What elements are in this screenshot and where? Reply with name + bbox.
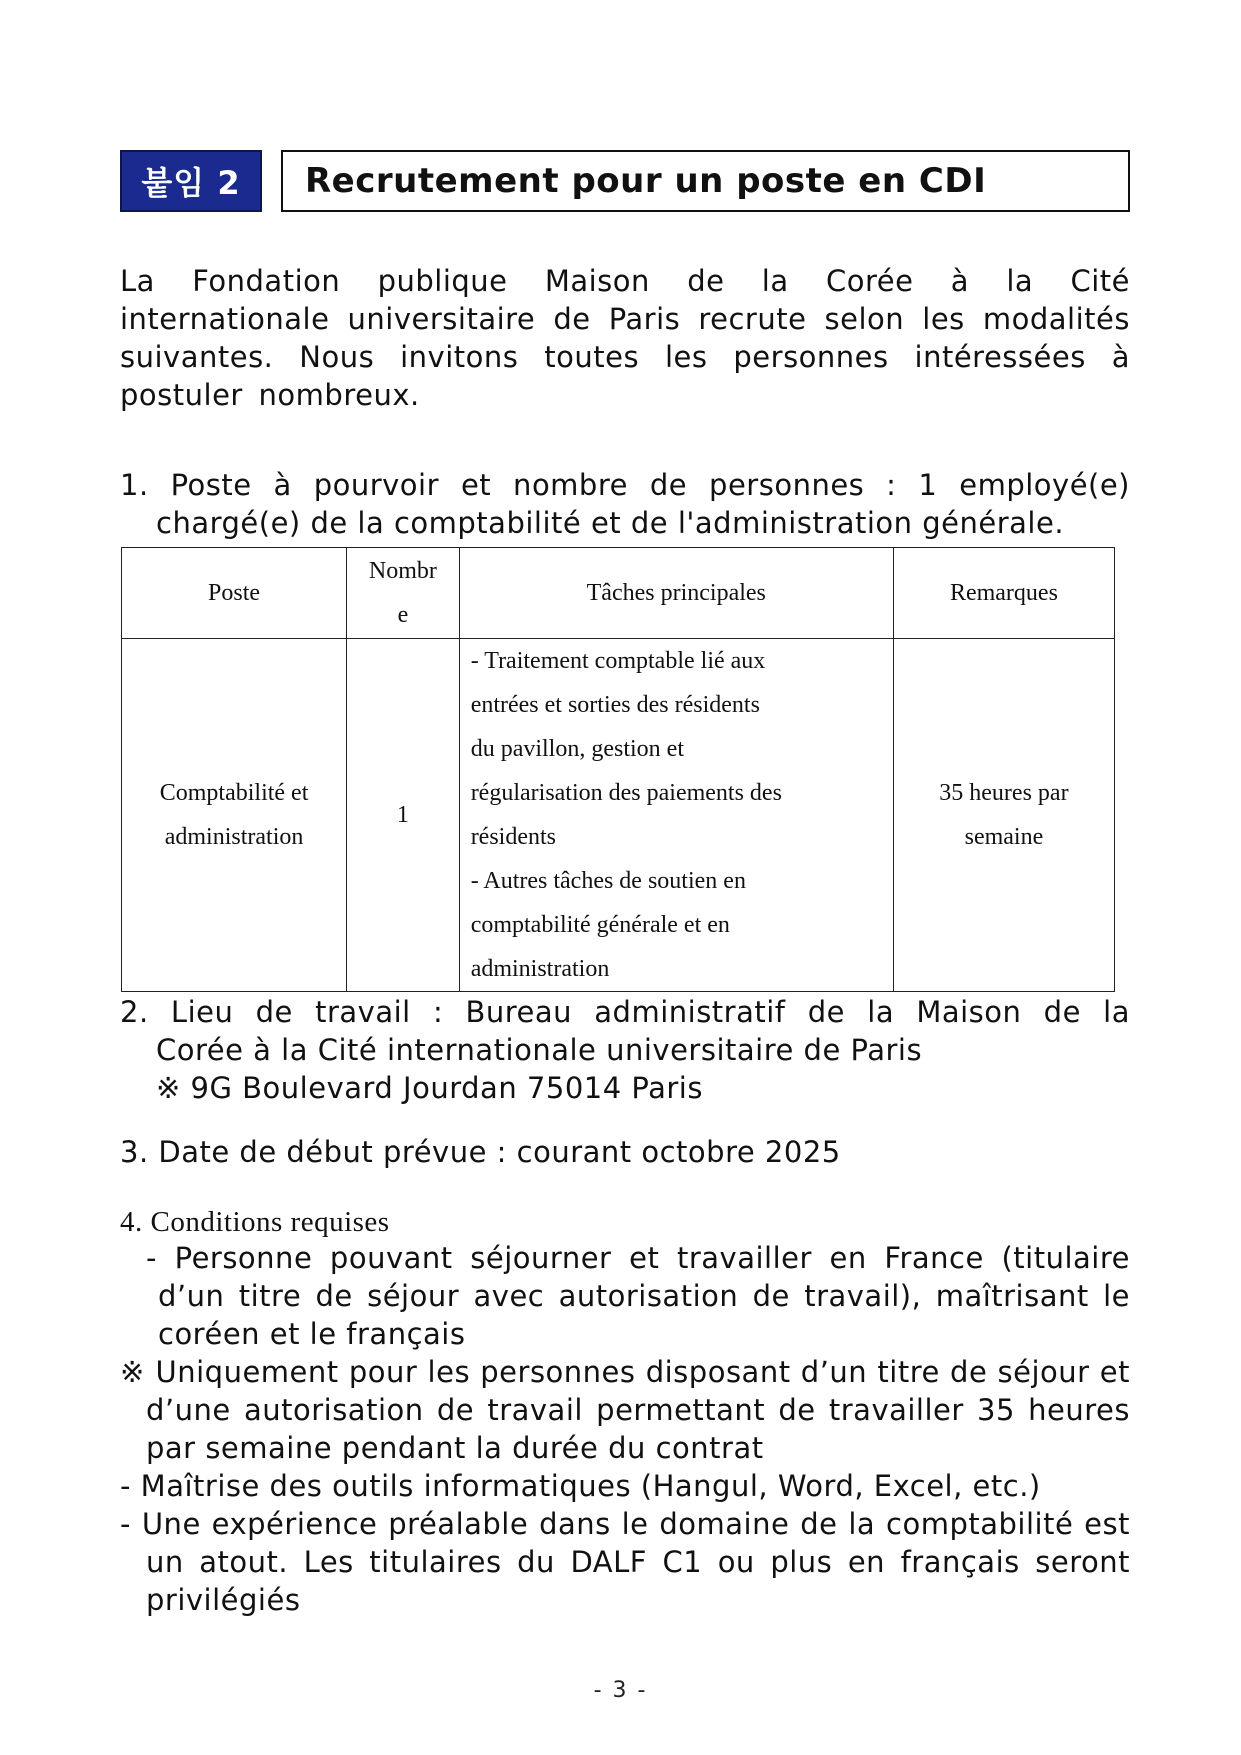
cell-remarques — [893, 639, 1114, 992]
header-poste: Poste — [122, 548, 347, 639]
section-2-address: ※ 9G Boulevard Jourdan 75014 Paris — [156, 1071, 703, 1105]
attachment-badge: 붙임 2 — [120, 150, 262, 212]
section-4-title: 4. Conditions requises — [120, 1206, 390, 1238]
header-nombre-part-1: Nombr — [368, 558, 437, 584]
task-line: - Autres tâches de soutien en — [470, 868, 746, 894]
page-number: - 3 - — [593, 1678, 648, 1703]
task-line: comptabilité générale et en — [470, 912, 730, 938]
cell-poste — [122, 639, 347, 992]
task-line: entrées et sorties des résidents — [470, 692, 760, 718]
task-line: régularisation des paiements des — [470, 780, 782, 806]
condition-item: - Une expérience préalable dans le domaine de la comptabilité est un atout. Les titulaires du DALF C1 ou plus en français seront privilégiés — [120, 1507, 1130, 1617]
task-line: - Traitement comptable lié aux — [470, 648, 766, 674]
section-2-line-1: 2. Lieu de travail : Bureau administratif de la Maison de la — [120, 995, 1130, 1029]
task-line: résidents — [470, 824, 556, 850]
header-taches: Tâches principales — [459, 548, 893, 639]
cell-poste-line-2: administration — [164, 824, 304, 850]
header-nombre — [347, 548, 460, 639]
cell-remarques-line-1: 35 heures par — [939, 780, 1069, 806]
section-1-line-1: 1. Poste à pourvoir et nombre de personnes : 1 employé(e) — [120, 468, 1130, 502]
section-4 — [120, 1205, 1130, 1619]
section-1-line-2: chargé(e) de la comptabilité et de l'administration générale. — [156, 506, 1065, 540]
job-table — [121, 547, 1115, 992]
condition-item: - Maîtrise des outils informatiques (Hangul, Word, Excel, etc.) — [120, 1469, 1041, 1503]
page-title: Recrutement pour un poste en CDI — [281, 150, 1130, 212]
section-2 — [120, 993, 1130, 1107]
condition-item: - Personne pouvant séjourner et travailler en France (titulaire d’un titre de séjour avec autorisation de travail), maîtrisant le coréen et le français — [146, 1241, 1130, 1351]
cell-remarques-line-2: semaine — [964, 824, 1044, 850]
table-row — [122, 639, 1115, 992]
section-1 — [120, 466, 1130, 542]
intro-paragraph: La Fondation publique Maison de la Corée à la Cité internationale universitaire de Paris recrute selon les modalités suivantes. Nous invitons toutes les personnes intéressées à postuler nombreux. — [120, 264, 1130, 412]
section-2-line-2: Corée à la Cité internationale universitaire de Paris — [156, 1033, 923, 1067]
header-remarques: Remarques — [893, 548, 1114, 639]
cell-taches — [459, 639, 893, 992]
table-header-row — [122, 548, 1115, 639]
header-nombre-part-2: e — [397, 602, 409, 628]
task-line: du pavillon, gestion et — [470, 736, 684, 762]
section-3 — [120, 1133, 1130, 1171]
condition-note: ※ Uniquement pour les personnes disposant d’un titre de séjour et d’une autorisation de travail permettant de travailler 35 heures par semaine pendant la durée du contrat — [120, 1355, 1130, 1465]
cell-poste-line-1: Comptabilité et — [159, 780, 309, 806]
section-3-line-1: 3. Date de début prévue : courant octobre 2025 — [120, 1135, 841, 1169]
task-line: administration — [470, 956, 610, 982]
cell-nombre: 1 — [347, 639, 460, 992]
